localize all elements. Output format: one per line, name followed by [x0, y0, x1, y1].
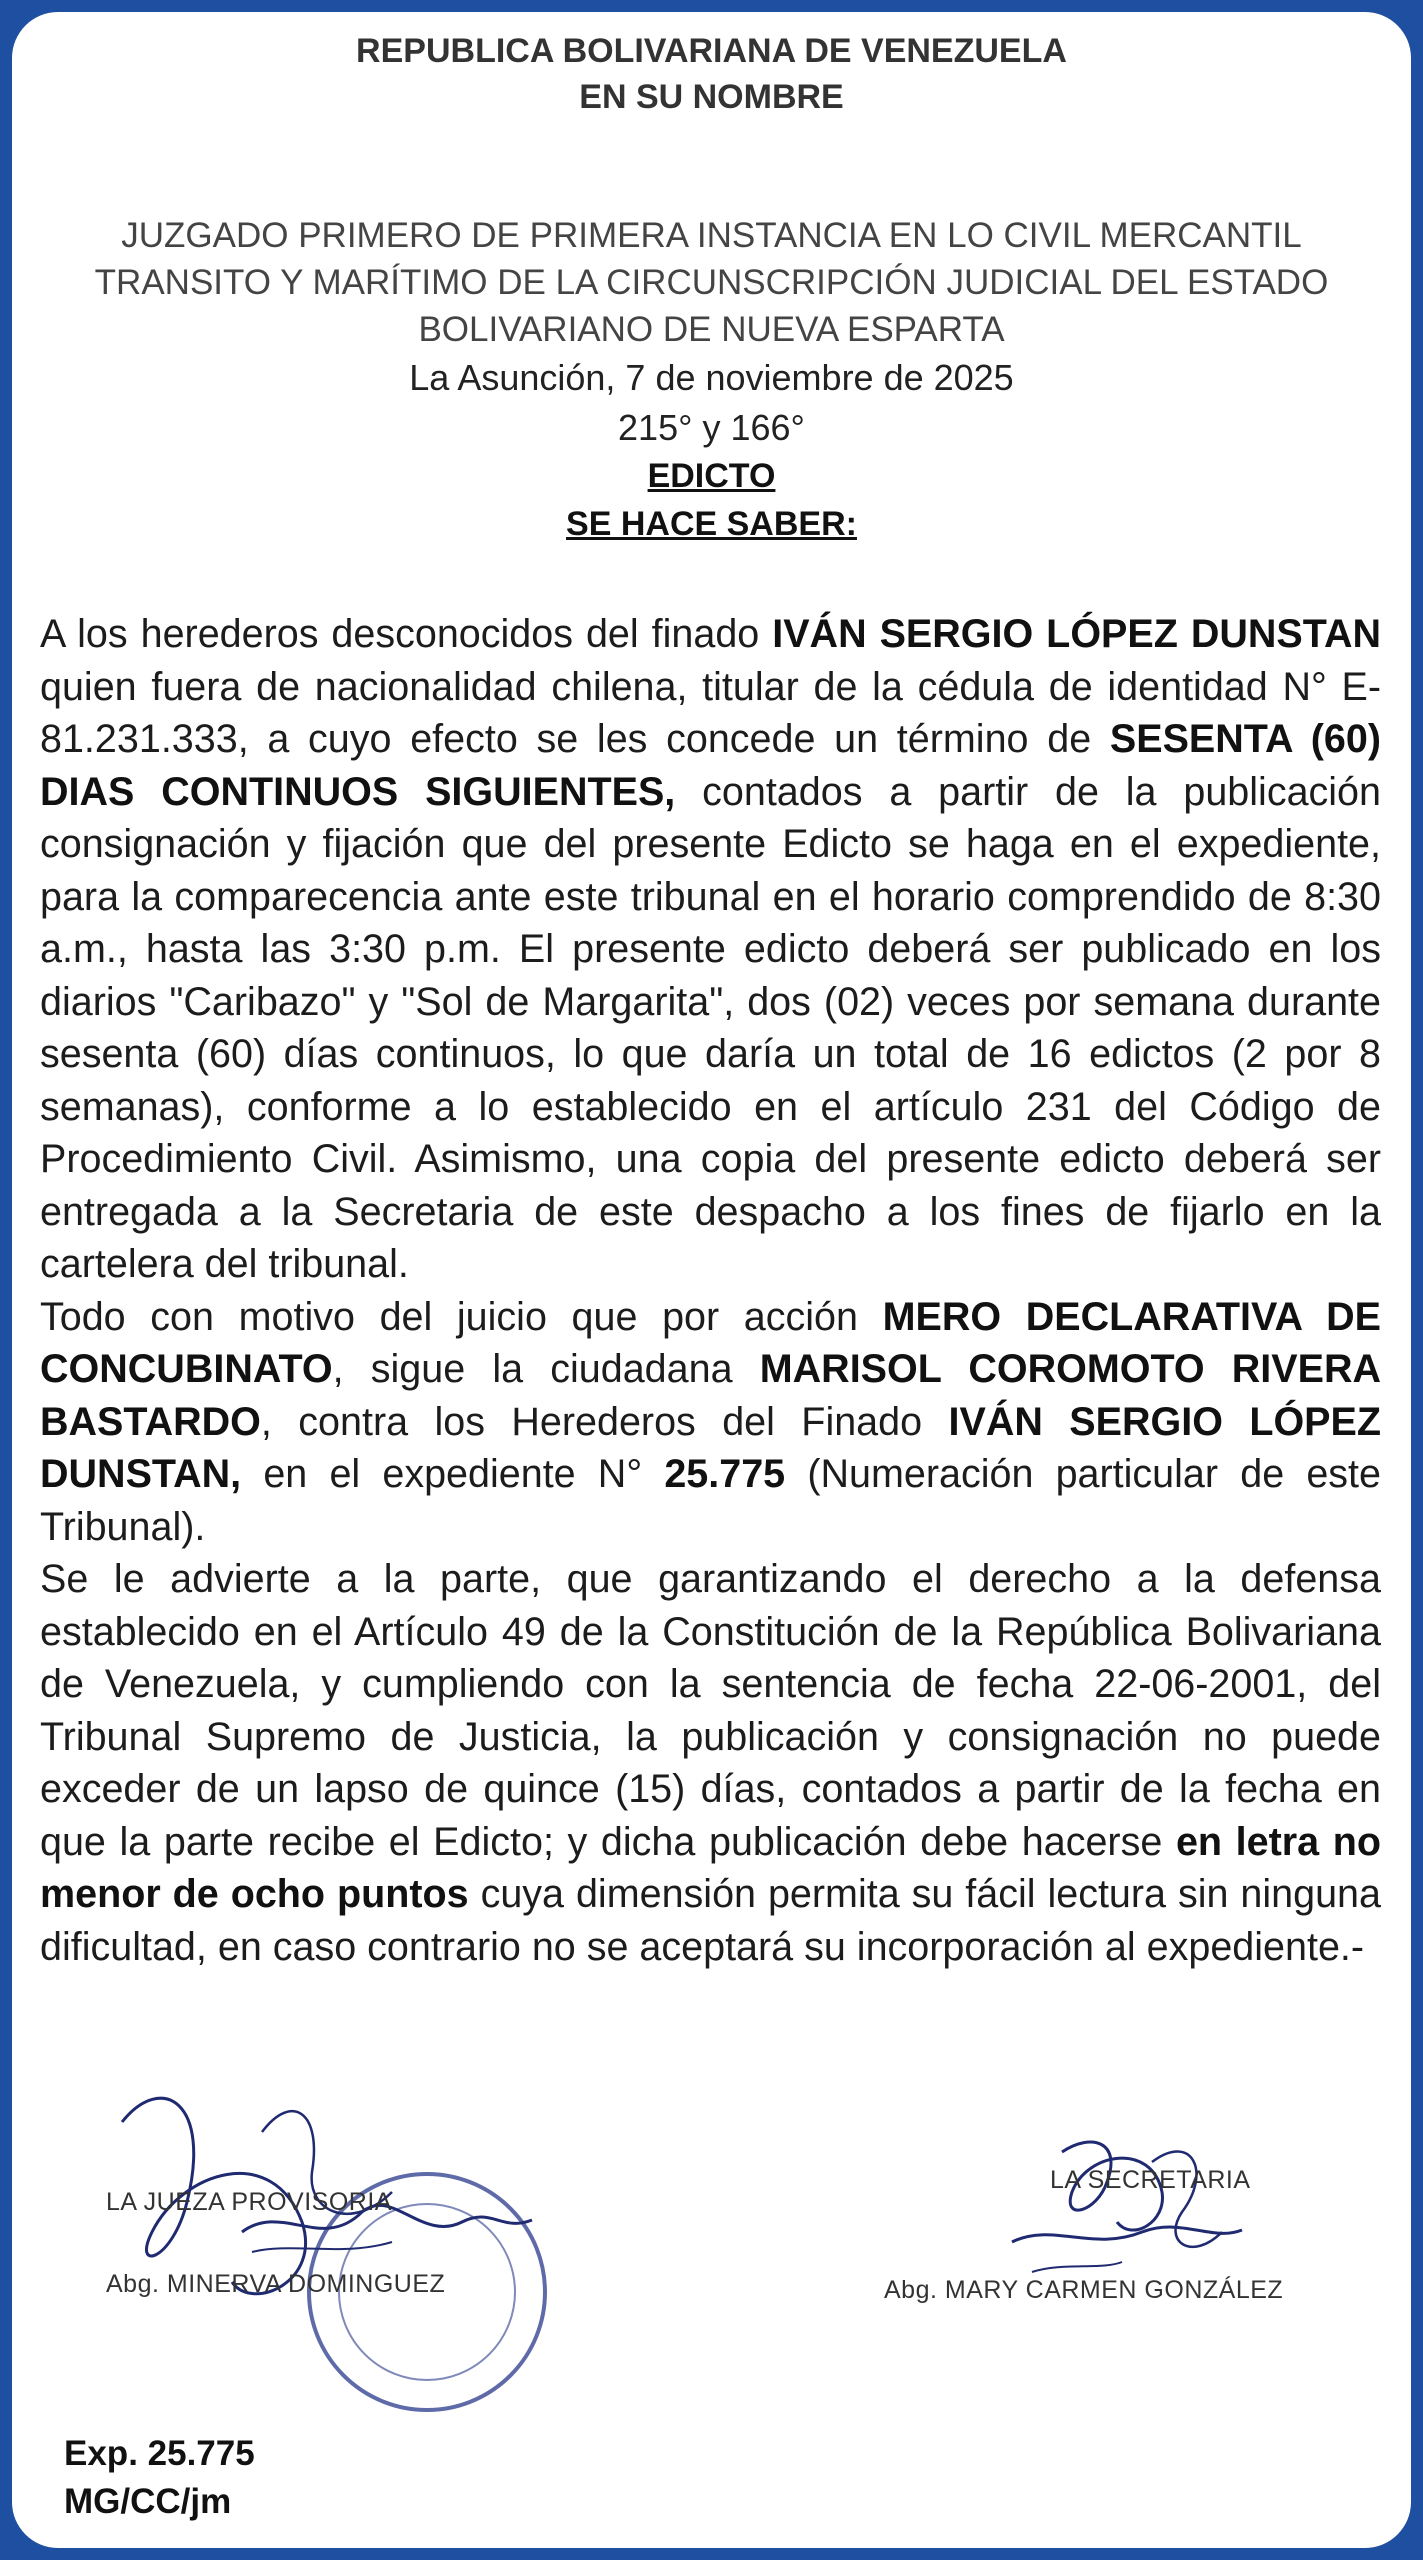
- paragraph-heirs: A los herederos desconocidos del finado IVÁN SERGIO LÓPEZ DUNSTAN quien fuera de nacionalidad chilena, titular de la cédula de identidad N° E-81.231.333, a cuyo efecto se les concede un término de SESENTA (60) DIAS CONTINUOS SIGUIENTES, contados a partir de la publicación consignación y fijación que del presente Edicto se haga en el expediente, para la comparecencia ante este tribunal en el horario comprendido de 8:30 a.m., hasta las 3:30 p.m. El presente edicto deberá ser publicado en los diarios "Caribazo" y "Sol de Margarita", dos (02) veces por semana durante sesenta (60) días continuos, lo que daría un total de 16 edictos (2 por 8 semanas), conforme a lo establecido en el artículo 231 del Código de Procedimiento Civil. Asimismo, una copia del presente edicto deberá ser entregada a la Secretaria de este despacho a los fines de fijarlo en la cartelera del tribunal.: [40, 612, 1381, 1286]
- case-number: 25.775: [664, 1452, 786, 1496]
- edict-page: [12, 12, 1411, 2548]
- secretary-signature-block: [862, 2112, 1332, 2412]
- judge-name: Abg. MINERVA DOMINGUEZ: [106, 2270, 446, 2298]
- author-initials: MG/CC/jm: [64, 2482, 232, 2521]
- case-action: MERO DECLARATIVA DE CONCUBINATO: [40, 1294, 1382, 1391]
- deceased-name: IVÁN SERGIO LÓPEZ DUNSTAN: [772, 612, 1381, 656]
- court-seal-icon: [92, 2082, 612, 2422]
- plaintiff-name: MARISOL COROMOTO RIVERA BASTARDO: [40, 1347, 1381, 1444]
- deceased-name-2: IVÁN SERGIO LÓPEZ DUNSTAN,: [40, 1399, 1381, 1496]
- secretary-title: LA SECRETARIA: [1050, 2166, 1251, 2194]
- judge-signature-block: [92, 2082, 612, 2422]
- document-header: [12, 28, 1411, 120]
- font-requirement: en letra no menor de ocho puntos: [40, 1819, 1381, 1916]
- paragraph-case: Todo con motivo del juicio que por acción MERO DECLARATIVA DE CONCUBINATO, sigue la ciudadana MARISOL COROMOTO RIVERA BASTARDO, contra los Herederos del Finado IVÁN SERGIO LÓPEZ DUNSTAN, en el expediente N° 25.775 (Numeración particular de este Tribunal).: [40, 1294, 1382, 1549]
- judge-title: LA JUEZA PROVISORIA: [106, 2188, 392, 2216]
- court-name: JUZGADO PRIMERO DE PRIMERA INSTANCIA EN LO CIVIL MERCANTIL TRANSITO Y MARÍTIMO DE LA CIRCUNSCRIPCIÓN JUDICIAL DEL ESTADO BOLIVARIANO DE NUEVA ESPARTA: [94, 216, 1329, 349]
- edict-subtitle: SE HACE SABER:: [566, 505, 857, 543]
- edict-body: [40, 608, 1381, 1973]
- secretary-name: Abg. MARY CARMEN GONZÁLEZ: [884, 2276, 1284, 2304]
- edict-date: La Asunción, 7 de noviembre de 2025: [409, 357, 1014, 398]
- term-period: SESENTA (60) DIAS CONTINUOS SIGUIENTES,: [40, 717, 1381, 814]
- header-in-name: EN SU NOMBRE: [579, 78, 844, 116]
- edict-years: 215° y 166°: [618, 407, 805, 448]
- secretary-signature-icon: [862, 2112, 1332, 2412]
- paragraph-warning: Se le advierte a la parte, que garantizando el derecho a la defensa establecido en el Artículo 49 de la Constitución de la República Bolivariana de Venezuela, y cumpliendo con la sentencia de fecha 22-06-2001, del Tribunal Supremo de Justicia, la publicación y consignación no puede exceder de un lapso de quince (15) días, contados a partir de la fecha en que la parte recibe el Edicto; y dicha publicación debe hacerse en letra no menor de ocho puntos cuya dimensión permita su fácil lectura sin ninguna dificultad, en caso contrario no se aceptará su incorporación al expediente.-: [40, 1557, 1381, 1969]
- edict-title: EDICTO: [647, 457, 776, 495]
- expedient-number: Exp. 25.775: [64, 2434, 255, 2473]
- case-reference: [64, 2430, 255, 2526]
- header-country: REPUBLICA BOLIVARIANA DE VENEZUELA: [356, 32, 1067, 70]
